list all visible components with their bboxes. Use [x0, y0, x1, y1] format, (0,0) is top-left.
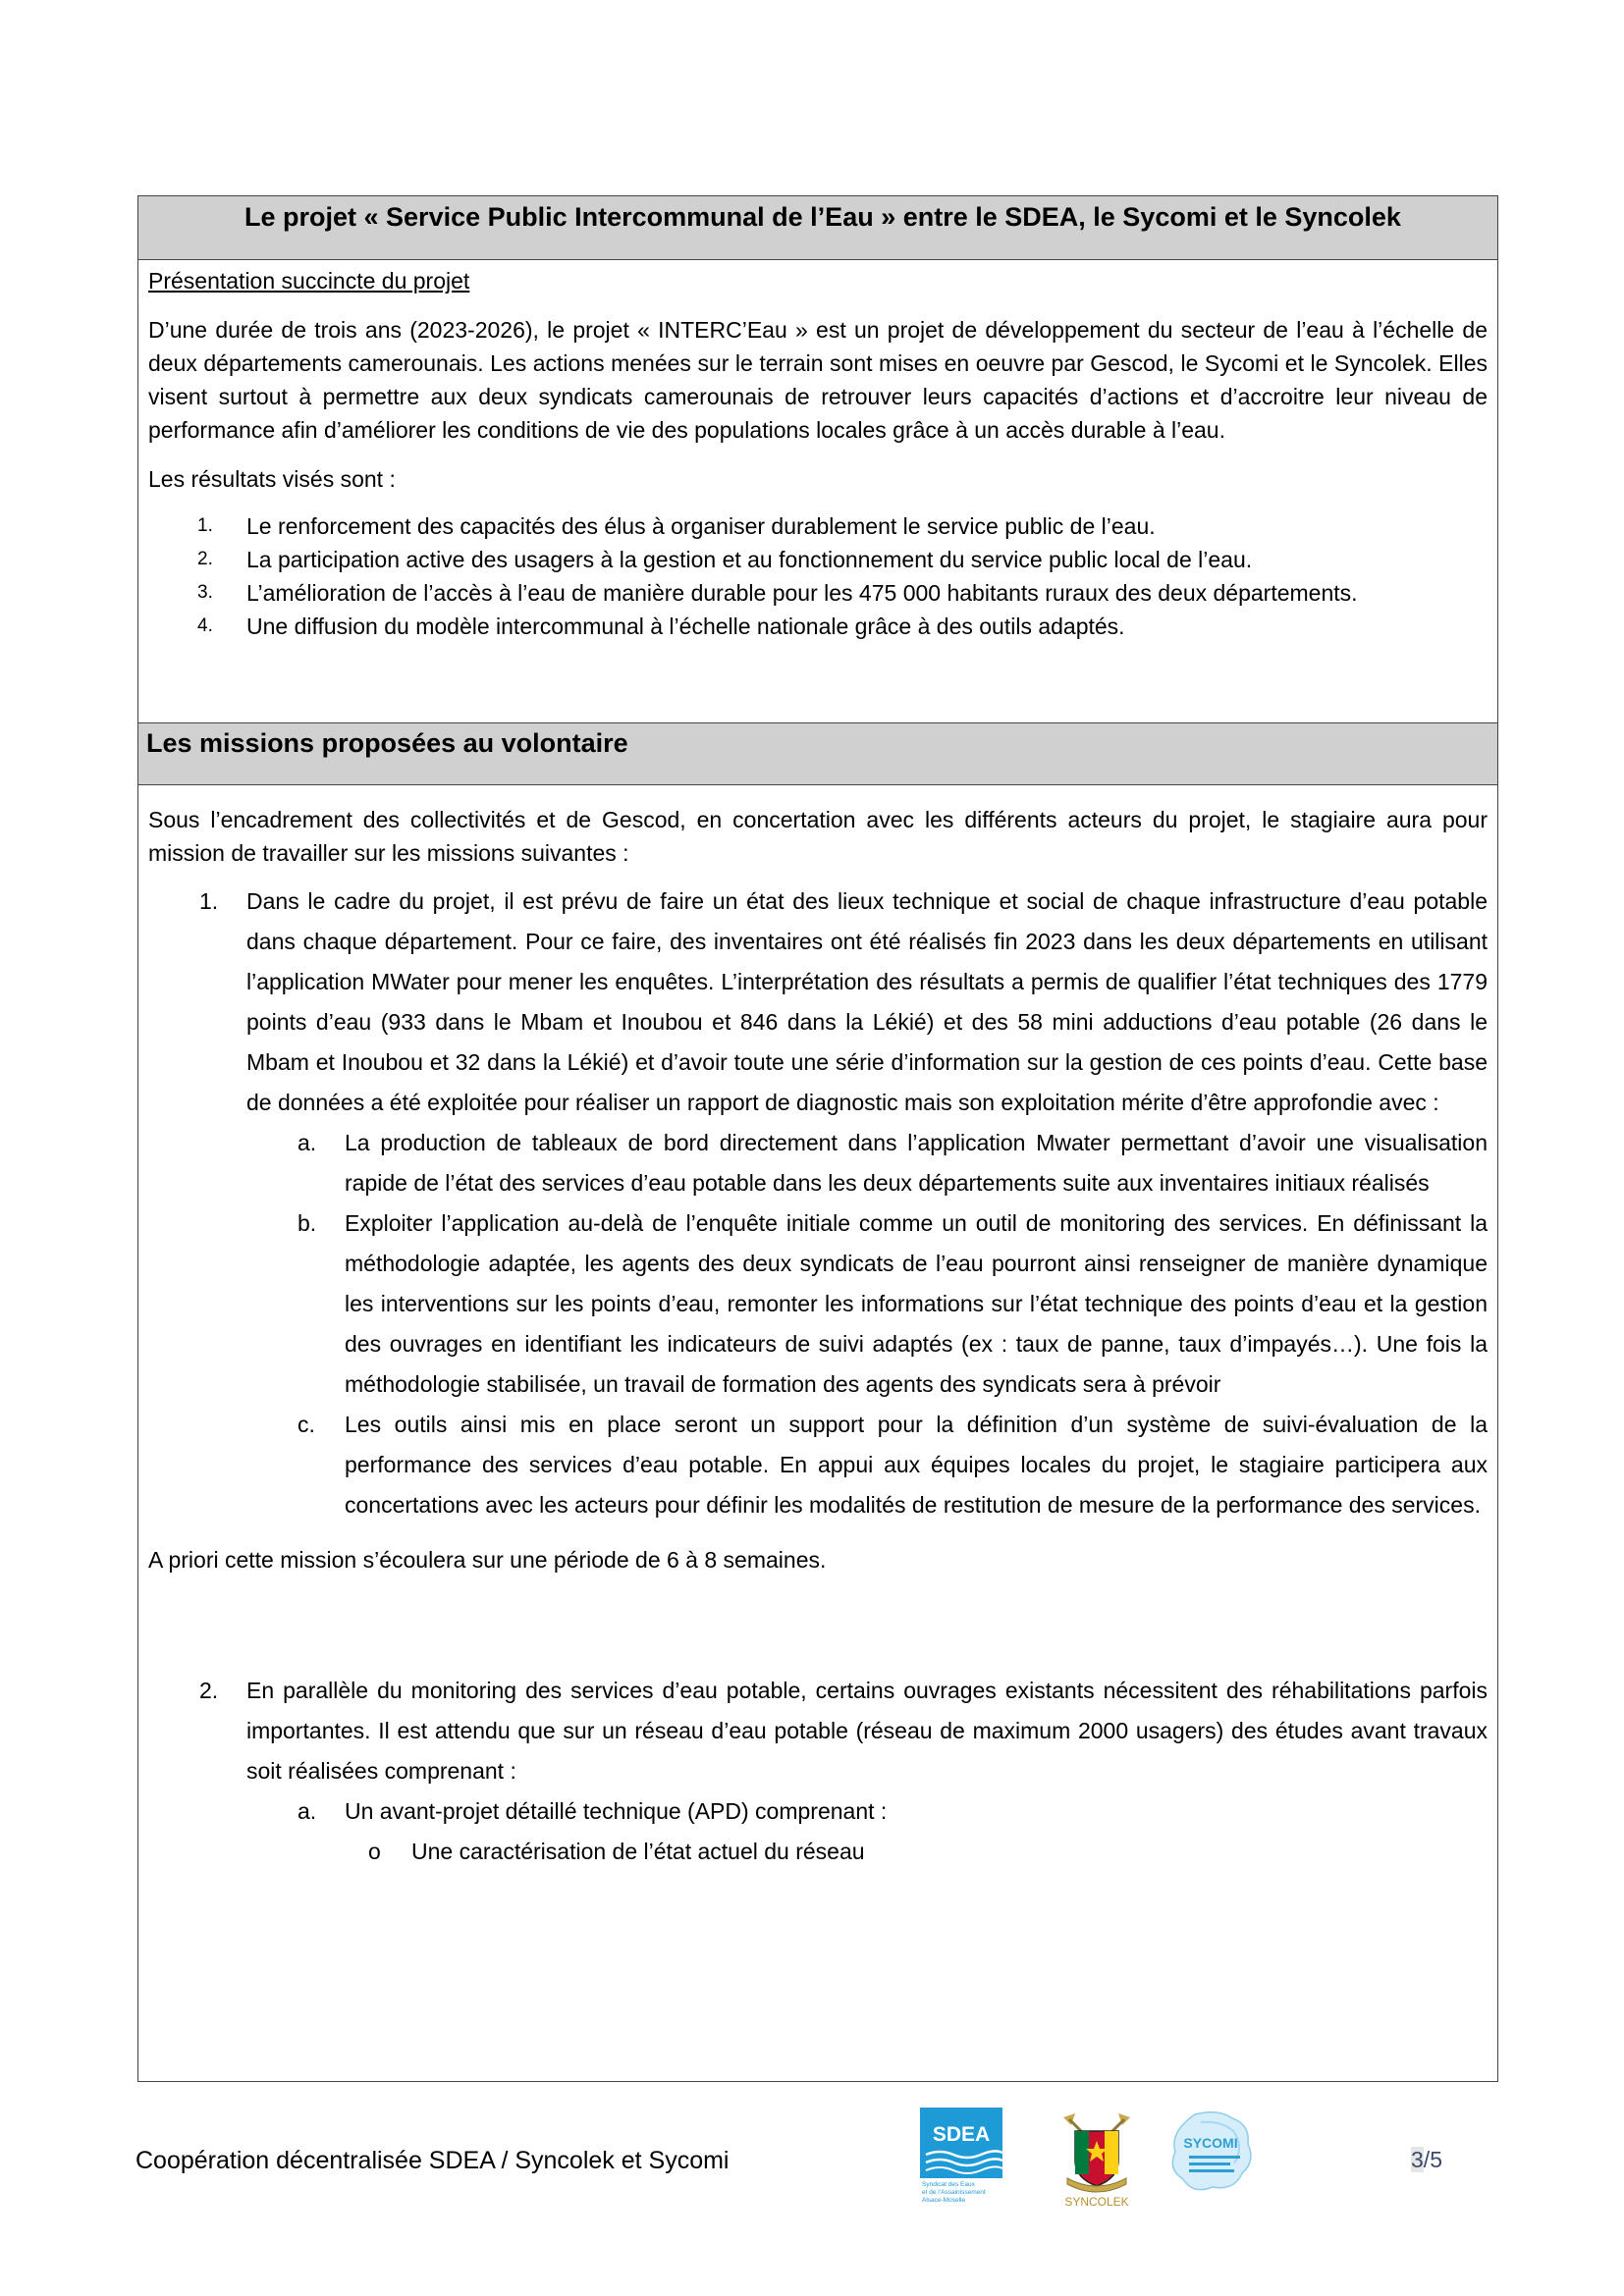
svg-text:et de l’Assainissement: et de l’Assainissement [922, 2189, 986, 2196]
sycomi-logo [1165, 2109, 1260, 2205]
mission-sublist [148, 1791, 1488, 1872]
list-item: 2. La participation active des usagers à la gestion et au fonctionnement du service public local de l’eau. [197, 547, 1253, 572]
list-item: 3. L’amélioration de l’accès à l’eau de manière durable pour les 475 000 habitants ruraux des deux départements. [197, 580, 1358, 606]
svg-text:Syndicat des Eaux: Syndicat des Eaux [922, 2181, 975, 2188]
section-title: Le projet « Service Public Intercommunal de l’Eau » entre le SDEA, le Sycomi et le Syncolek [138, 196, 1497, 260]
missions-list [148, 881, 1488, 1525]
list-item: b. Exploiter l’application au-delà de l’enquête initiale comme un outil de monitoring des services. En définissant la méthodologie adaptée, les agents des deux syndicats de l’eau pourront ainsi renseigner de manière dynamique les interventions sur les points d’eau, remonter les informations sur l’état technique des points d’eau et la gestion des ouvrages en identifiant les indicateurs de suivi adaptés (ex : taux de panne, taux d’impayés…). Une fois la méthodologie stabilisée, un travail de formation des agents des syndicats sera à prévoir [298, 1210, 1488, 1397]
page-number: 3/5 [1411, 2147, 1442, 2172]
section-body [138, 264, 1497, 722]
list-item: c. Les outils ainsi mis en place seront un support pour la définition d’un système de suivi-évaluation de la performance des services d’eau potable. En appui aux équipes locales du projet, le stagiaire participera aux concertations avec les acteurs pour définir les modalités de restitution de mesure de la performance des services. [298, 1412, 1488, 1518]
list-item: 4. Une diffusion du modèle intercommunal à l’échelle nationale grâce à des outils adaptés. [197, 614, 1125, 639]
section-title: Les missions proposées au volontaire [138, 722, 1497, 785]
section-body [138, 803, 1497, 2081]
duration-text: A priori cette mission s’écoulera sur une période de 6 à 8 semaines. [148, 1547, 827, 1573]
footer-text: Coopération décentralisée SDEA / Syncolek et Sycomi [135, 2147, 730, 2174]
syncolek-logo-name: SYNCOLEK [1064, 2195, 1129, 2208]
bullet-list [148, 1832, 1488, 1872]
results-list [148, 509, 1488, 643]
results-intro: Les résultats visés sont : [148, 466, 396, 492]
intro-paragraph: D’une durée de trois ans (2023-2026), le projet « INTERC’Eau » est un projet de développement du secteur de l’eau à l’échelle de deux départements camerounais. Les actions menées sur le terrain sont mises en oeuvre par Gescod, le Sycomi et le Syncolek. Elles visent surtout à permettre aux deux syndicats camerounais de retrouver leurs capacités d’actions et d’accroitre leur niveau de performance afin d’améliorer les conditions de vie des populations locales grâce à un accès durable à l’eau. [148, 317, 1488, 443]
sycomi-logo-graphic [1165, 2109, 1260, 2205]
mission-item: 2. En parallèle du monitoring des services d’eau potable, certains ouvrages existants nécessitent des réhabilitations parfois importantes. Il est attendu que sur un réseau d’eau potable (réseau de maximum 2000 usagers) des études avant travaux soit réalisées comprenant : a. Un avant-projet détaillé technique (APD) comprenant : o Une caractérisation de l’état actuel du réseau [148, 1671, 1488, 1872]
mission-sublist [148, 1123, 1488, 1525]
list-item: a. La production de tableaux de bord directement dans l’application Mwater permettant d’avoir une visualisation rapide de l’état des services d’eau potable dans les deux départements suite aux inventaires initiaux réalisés [298, 1130, 1488, 1196]
sycomi-logo-name: SYCOMI [1183, 2135, 1238, 2151]
subtitle: Présentation succincte du projet [148, 268, 470, 294]
list-item: 1. Le renforcement des capacités des élus à organiser durablement le service public de l’eau. [197, 513, 1156, 539]
list-item: a. Un avant-projet détaillé technique (APD) comprenant : o Une caractérisation de l’état actuel du réseau [148, 1791, 1488, 1872]
sdea-logo-name: SDEA [932, 2123, 991, 2146]
svg-text:Alsace-Moselle: Alsace-Moselle [922, 2197, 966, 2204]
missions-list [148, 1671, 1488, 1872]
mission-item: 1. Dans le cadre du projet, il est prévu de faire un état des lieux technique et social de chaque infrastructure d’eau potable dans chaque département. Pour ce faire, des inventaires ont été réalisés fin 2023 dans les deux départements en utilisant l’application MWater pour mener les enquêtes. L’interprétation des résultats a permis de qualifier l’état techniques des 1779 points d’eau (933 dans le Mbam et Inoubou et 846 dans la Lékié) et des 58 mini adductions d’eau potable (26 dans le Mbam et Inoubou et 32 dans la Lékié) et d’avoir toute une série d’information sur la gestion de ces points d’eau. Cette base de données a été exploitée pour réaliser un rapport de diagnostic mais son exploitation mérite d’être approfondie avec : a. La production de tableaux de bord directement dans l’application Mwater permettant d’avoir une visualisation rapide de l’état des services d’eau potable dans les deux départements suite aux inventaires initiaux réalisés b. Exploiter l’application au-delà de l’enquête initiale comme un outil de monitoring des services. En définissant la méthodologie adaptée, les agents des deux syndicats de l’eau pourront ainsi renseigner de manière dynamique les interventions sur les points d’eau, remonter les informations sur l’état technique des points d’eau et la gestion des ouvrages en identifiant les indicateurs de suivi adaptés (ex : taux de panne, taux d’impayés…). Une fois la méthodologie stabilisée, un travail de formation des agents des syndicats sera à prévoir c. Les outils ainsi mis en place seront un support pour la définition d’un système de suivi-évaluation de la performance des services d’eau potable. En appui aux équipes locales du projet, le stagiaire participera aux concertations avec les acteurs pour définir les modalités de restitution de mesure de la performance des services. [148, 881, 1488, 1525]
project-table [137, 195, 1498, 2082]
syncolek-logo [1050, 2106, 1144, 2208]
sdea-logo [920, 2108, 1002, 2204]
missions-intro: Sous l’encadrement des collectivités et de Gescod, en concertation avec les différents acteurs du projet, le stagiaire aura pour mission de travailler sur les missions suivantes : [148, 807, 1488, 866]
syncolek-logo-graphic [1050, 2106, 1144, 2208]
sdea-logo-graphic [920, 2108, 1002, 2204]
list-item: o Une caractérisation de l’état actuel du réseau [368, 1839, 865, 1864]
